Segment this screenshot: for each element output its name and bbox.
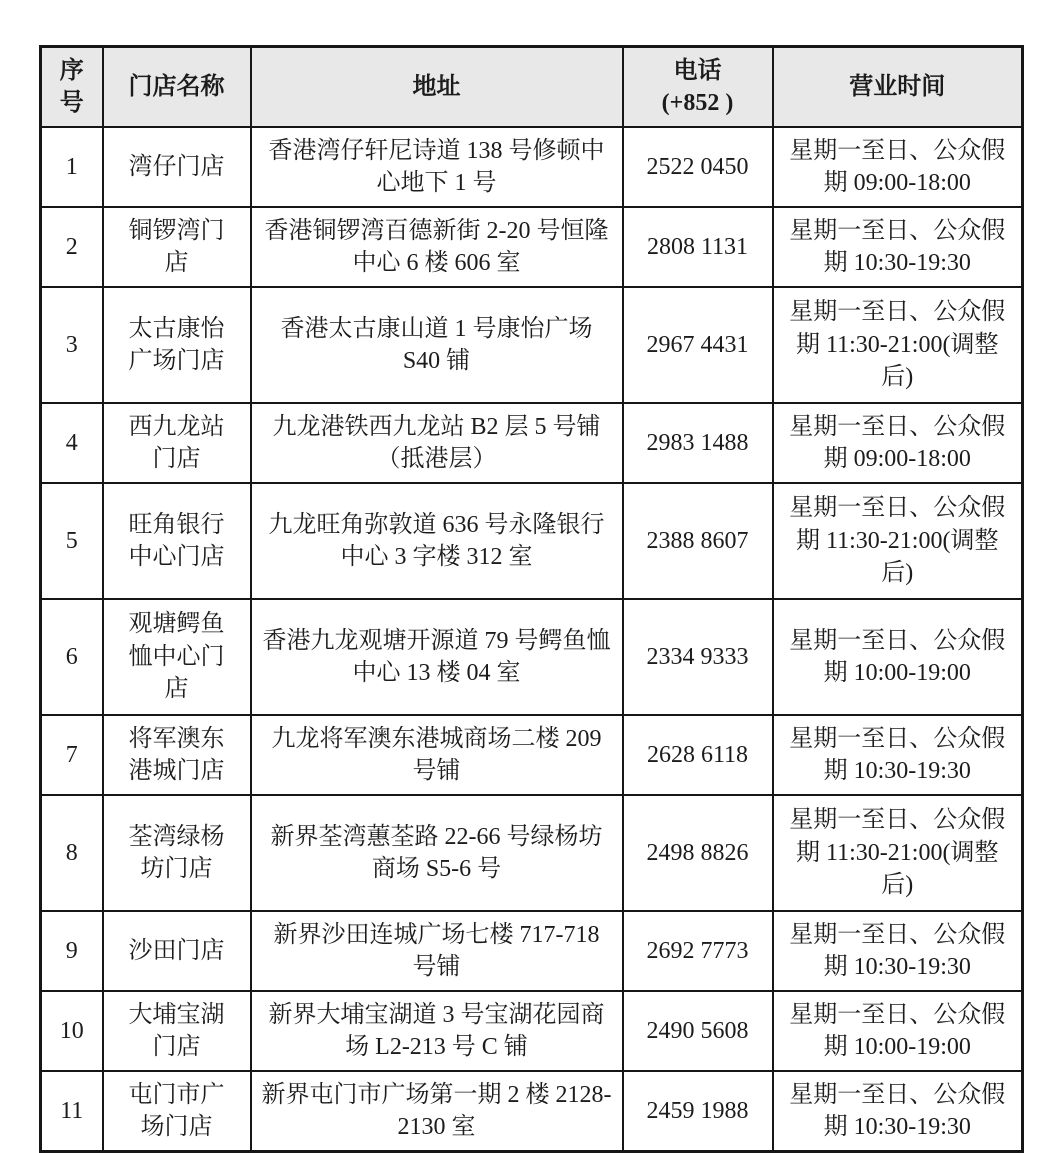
phone-cell: 2388 8607 [623,483,773,599]
hours-cell: 星期一至日、公众假期 10:30-19:30 [773,911,1023,991]
header-cell-name: 门店名称 [103,47,251,128]
phone-cell: 2983 1488 [623,403,773,483]
hours-cell: 星期一至日、公众假期 10:00-19:00 [773,599,1023,715]
row-index-cell: 11 [41,1071,103,1152]
hours-cell: 星期一至日、公众假期 09:00-18:00 [773,127,1023,207]
store-name-cell: 西九龙站门店 [103,403,251,483]
store-name-cell: 荃湾绿杨坊门店 [103,795,251,911]
address-cell: 新界荃湾蕙荃路 22-66 号绿杨坊商场 S5-6 号 [251,795,623,911]
header-row [41,47,1023,128]
hours-cell: 星期一至日、公众假期 10:00-19:00 [773,991,1023,1071]
table-row [41,795,1023,911]
table-body [41,127,1023,1152]
phone-cell: 2490 5608 [623,991,773,1071]
store-locations-table [39,45,1024,1153]
hours-cell: 星期一至日、公众假期 10:30-19:30 [773,1071,1023,1152]
phone-cell: 2808 1131 [623,207,773,287]
table-header [41,47,1023,128]
store-name-cell: 旺角银行中心门店 [103,483,251,599]
row-index-cell: 9 [41,911,103,991]
row-index-cell: 7 [41,715,103,795]
row-index-cell: 3 [41,287,103,403]
header-cell-hours: 营业时间 [773,47,1023,128]
header-cell-address: 地址 [251,47,623,128]
hours-cell: 星期一至日、公众假期 10:30-19:30 [773,207,1023,287]
store-name-cell: 大埔宝湖门店 [103,991,251,1071]
store-name-cell: 铜锣湾门店 [103,207,251,287]
header-phone-line1: 电话 [673,57,722,84]
phone-cell: 2522 0450 [623,127,773,207]
table-row [41,991,1023,1071]
phone-cell: 2628 6118 [623,715,773,795]
row-index-cell: 1 [41,127,103,207]
table-row [41,715,1023,795]
phone-cell: 2459 1988 [623,1071,773,1152]
table-row [41,403,1023,483]
store-name-cell: 将军澳东港城门店 [103,715,251,795]
address-cell: 新界大埔宝湖道 3 号宝湖花园商场 L2-213 号 C 铺 [251,991,623,1071]
header-cell-phone [623,47,773,128]
document-page [39,45,1021,1153]
row-index-cell: 8 [41,795,103,911]
table-row [41,599,1023,715]
phone-cell: 2692 7773 [623,911,773,991]
address-cell: 新界屯门市广场第一期 2 楼 2128-2130 室 [251,1071,623,1152]
hours-cell: 星期一至日、公众假期 09:00-18:00 [773,403,1023,483]
store-name-cell: 湾仔门店 [103,127,251,207]
store-name-cell: 沙田门店 [103,911,251,991]
address-cell: 香港太古康山道 1 号康怡广场 S40 铺 [251,287,623,403]
table-row [41,207,1023,287]
header-cell-index: 序号 [41,47,103,128]
address-cell: 九龙将军澳东港城商场二楼 209 号铺 [251,715,623,795]
address-cell: 九龙港铁西九龙站 B2 层 5 号铺 （抵港层） [251,403,623,483]
store-name-cell: 屯门市广场门店 [103,1071,251,1152]
address-cell: 香港湾仔轩尼诗道 138 号修顿中心地下 1 号 [251,127,623,207]
row-index-cell: 4 [41,403,103,483]
phone-cell: 2967 4431 [623,287,773,403]
address-cell: 香港铜锣湾百德新街 2-20 号恒隆中心 6 楼 606 室 [251,207,623,287]
phone-cell: 2334 9333 [623,599,773,715]
phone-cell: 2498 8826 [623,795,773,911]
row-index-cell: 6 [41,599,103,715]
store-name-cell: 观塘鳄鱼恤中心门店 [103,599,251,715]
table-row [41,911,1023,991]
row-index-cell: 10 [41,991,103,1071]
hours-cell: 星期一至日、公众假期 11:30-21:00(调整后) [773,795,1023,911]
table-row [41,127,1023,207]
row-index-cell: 5 [41,483,103,599]
hours-cell: 星期一至日、公众假期 11:30-21:00(调整后) [773,287,1023,403]
store-name-cell: 太古康怡广场门店 [103,287,251,403]
header-phone-line2: (+852 ) [661,90,734,116]
table-row [41,287,1023,403]
address-cell: 新界沙田连城广场七楼 717-718 号铺 [251,911,623,991]
hours-cell: 星期一至日、公众假期 10:30-19:30 [773,715,1023,795]
row-index-cell: 2 [41,207,103,287]
table-row [41,1071,1023,1152]
table-row [41,483,1023,599]
hours-cell: 星期一至日、公众假期 11:30-21:00(调整后) [773,483,1023,599]
address-cell: 九龙旺角弥敦道 636 号永隆银行中心 3 字楼 312 室 [251,483,623,599]
address-cell: 香港九龙观塘开源道 79 号鳄鱼恤中心 13 楼 04 室 [251,599,623,715]
